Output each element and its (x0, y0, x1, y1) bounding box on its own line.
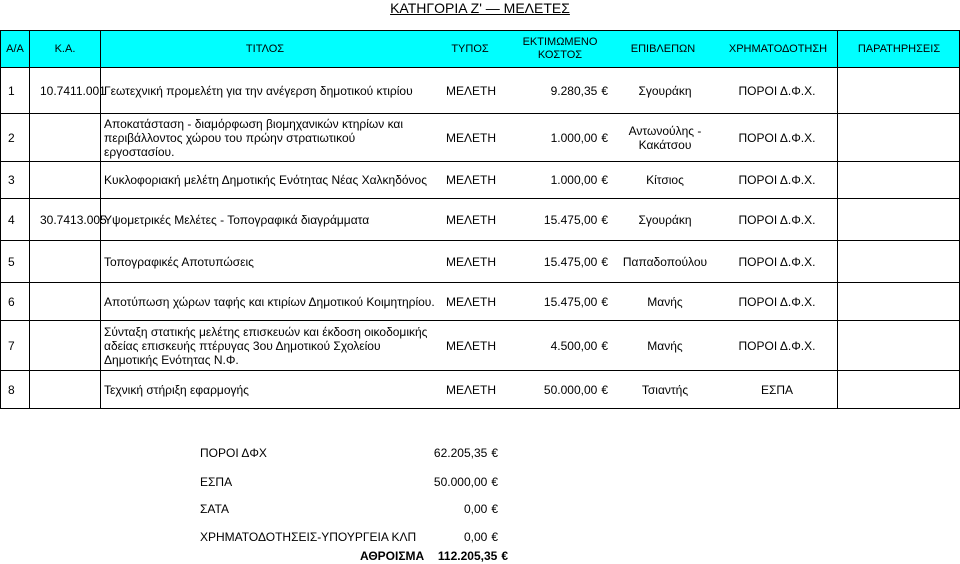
row-type: ΜΕΛΕΤΗ (446, 338, 497, 353)
row-number: 7 (8, 338, 15, 353)
table-row (0, 68, 960, 114)
row-type: ΜΕΛΕΤΗ (446, 212, 497, 227)
row-number: 8 (8, 382, 15, 397)
row-number: 6 (8, 294, 15, 309)
table-row (0, 283, 960, 321)
row-cost (520, 162, 608, 198)
row-title: Σύνταξη στατικής μελέτης επισκευών και έκδοση οικοδομικής αδείας επισκευής πτέρυγας 3ου Δημοτικού Σχολείου Δημοτικής Ενότητας Ν.Φ. (104, 324, 428, 367)
row-type: ΜΕΛΕΤΗ (446, 254, 497, 269)
row-cost (520, 68, 608, 113)
row-number: 1 (8, 83, 15, 98)
row-supervisor: Σγουράκη (638, 212, 692, 227)
row-funding: ΠΟΡΟΙ Δ.Φ.Χ. (738, 173, 816, 187)
row-supervisor: Παπαδοπούλου (622, 254, 708, 269)
row-cost (520, 199, 608, 240)
row-title: Υψομετρικές Μελέτες - Τοπογραφικά διαγράμματα (104, 212, 370, 227)
row-funding: ΠΟΡΟΙ Δ.Φ.Χ. (738, 130, 816, 145)
total-label: ΑΘΡΟΙΣΜΑ (360, 549, 425, 563)
row-funding: ΠΟΡΟΙ Δ.Φ.Χ. (738, 83, 816, 98)
euro-icon: € (601, 294, 608, 309)
header-notes: ΠΑΡΑΤΗΡΗΣΕΙΣ (857, 42, 941, 55)
summary-value (408, 502, 498, 516)
table-header (0, 30, 960, 68)
euro-icon: € (601, 173, 608, 187)
row-supervisor: Αντωνούλης - Κακάτσου (628, 123, 702, 152)
cost-value: 4.500,00 (550, 338, 598, 353)
row-number: 5 (8, 254, 15, 269)
euro-icon: € (601, 338, 608, 353)
cost-value: 50.000,00 (543, 382, 598, 397)
euro-icon: € (491, 502, 498, 516)
euro-icon: € (601, 130, 608, 145)
cost-value: 9.280,35 (550, 83, 598, 98)
summary-value (408, 475, 498, 489)
row-number: 3 (8, 173, 15, 187)
row-title: Τοπογραφικές Αποτυπώσεις (104, 254, 254, 269)
row-type: ΜΕΛΕΤΗ (446, 294, 497, 309)
row-supervisor: Μανής (647, 338, 683, 353)
row-cost (520, 241, 608, 282)
row-funding: ΠΟΡΟΙ Δ.Φ.Χ. (738, 338, 816, 353)
table-row (0, 162, 960, 199)
row-title: Αποκατάσταση - διαμόρφωση βιομηχανικών κτηρίων και περιβάλλοντος χώρου του πρώην στρατιωτικού εργοστασίου. (104, 116, 404, 159)
table-row (0, 241, 960, 283)
summary-amount: 0,00 (463, 502, 488, 516)
row-number: 4 (8, 212, 15, 227)
cost-value: 1.000,00 (550, 173, 598, 187)
header-supervisor: ΕΠΙΒΛΕΠΩΝ (630, 42, 696, 55)
row-number: 2 (8, 130, 15, 145)
row-title: Αποτύπωση χώρων ταφής και κτιρίων Δημοτικού Κοιμητηρίου. (104, 294, 435, 309)
summary-amount: 62.205,35 (433, 446, 488, 460)
euro-icon: € (491, 446, 498, 460)
table-row (0, 199, 960, 241)
row-code: 30.7413.005 (40, 212, 107, 227)
summary-amount: 50.000,00 (433, 475, 488, 489)
row-cost (520, 371, 608, 408)
row-type: ΜΕΛΕΤΗ (446, 173, 497, 187)
row-funding: ΠΟΡΟΙ Δ.Φ.Χ. (738, 212, 816, 227)
header-type: ΤΥΠΟΣ (451, 42, 489, 55)
row-funding: ΠΟΡΟΙ Δ.Φ.Χ. (738, 254, 816, 269)
euro-icon: € (491, 530, 498, 544)
cost-value: 15.475,00 (543, 212, 598, 227)
euro-icon: € (491, 475, 498, 489)
row-type: ΜΕΛΕΤΗ (446, 83, 497, 98)
summary-label: ΧΡΗΜΑΤΟΔΟΤΗΣΕΙΣ-ΥΠΟΥΡΓΕΙΑ ΚΛΠ (200, 530, 417, 544)
table-row (0, 321, 960, 371)
total-value (418, 549, 508, 563)
row-supervisor: Κίτσιος (646, 173, 684, 187)
row-type: ΜΕΛΕΤΗ (446, 382, 497, 397)
row-funding: ΕΣΠΑ (760, 382, 794, 397)
row-cost (520, 321, 608, 370)
row-cost (520, 283, 608, 320)
header-aa: Α/Α (6, 42, 24, 55)
euro-icon: € (601, 212, 608, 227)
table-row (0, 371, 960, 409)
row-supervisor: Μανής (647, 294, 683, 309)
euro-icon: € (501, 549, 508, 563)
cost-value: 15.475,00 (543, 294, 598, 309)
row-supervisor: Σγουράκη (638, 83, 692, 98)
row-title: Γεωτεχνική προμελέτη για την ανέγερση δημοτικού κτιρίου (104, 83, 413, 98)
row-code: 10.7411.001 (40, 83, 106, 98)
summary-label: ΕΣΠΑ (200, 475, 233, 489)
page-title: ΚΑΤΗΓΟΡΙΑ Ζ' — ΜΕΛΕΤΕΣ (390, 0, 570, 16)
header-funding: ΧΡΗΜΑΤΟΔΟΤΗΣΗ (728, 42, 828, 55)
summary-value (408, 446, 498, 460)
row-funding: ΠΟΡΟΙ Δ.Φ.Χ. (738, 294, 816, 309)
row-cost (520, 114, 608, 161)
row-type: ΜΕΛΕΤΗ (446, 130, 497, 145)
summary-value (408, 530, 498, 544)
euro-icon: € (601, 83, 608, 98)
summary-amount: 0,00 (463, 530, 488, 544)
row-title: Κυκλοφοριακή μελέτη Δημοτικής Ενότητας Νέας Χαλκηδόνος (104, 173, 427, 187)
table-row (0, 114, 960, 162)
cost-value: 15.475,00 (543, 254, 598, 269)
header-cost: ΕΚΤΙΜΩΜΕΝΟ ΚΟΣΤΟΣ (522, 36, 598, 61)
summary-label: ΠΟΡΟΙ ΔΦΧ (200, 446, 267, 460)
euro-icon: € (601, 382, 608, 397)
row-supervisor: Τσιαντής (641, 382, 689, 397)
header-title: ΤΙΤΛΟΣ (245, 42, 285, 55)
summary-label: ΣΑΤΑ (200, 502, 229, 516)
header-ka: Κ.Α. (54, 42, 76, 55)
euro-icon: € (601, 254, 608, 269)
total-amount: 112.205,35 (437, 549, 498, 563)
row-title: Τεχνική στήριξη εφαρμογής (104, 382, 249, 397)
cost-value: 1.000,00 (550, 130, 598, 145)
